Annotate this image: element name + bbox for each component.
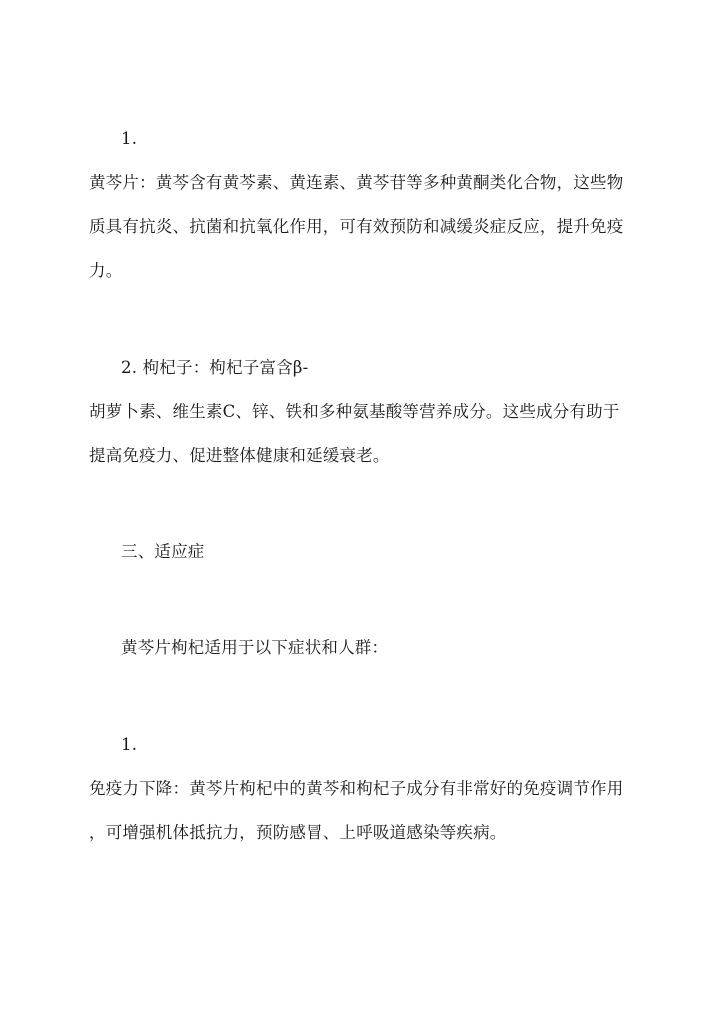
item-1-number: 1. — [121, 129, 138, 148]
indication-1-line-2: ，可增强机体抵抗力，预防感冒、上呼吸道感染等疾病。 — [89, 823, 507, 842]
indication-1-line-1: 免疫力下降：黄芩片枸杞中的黄芩和枸杞子成分有非常好的免疫调节作用 — [89, 779, 624, 798]
item-2-line-1: 2. 枸杞子：枸杞子富含β- — [121, 358, 309, 377]
section-intro: 黄芩片枸杞适用于以下症状和人群： — [121, 638, 389, 657]
item-1-line-1: 黄芩片：黄芩含有黄芩素、黄连素、黄芩苷等多种黄酮类化合物，这些物 — [89, 173, 624, 192]
section-heading-indications: 三、适应症 — [121, 542, 205, 561]
item-2-line-3: 提高免疫力、促进整体健康和延缓衰老。 — [89, 446, 390, 465]
item-2-line-2: 胡萝卜素、维生素C、锌、铁和多种氨基酸等营养成分。这些成分有助于 — [89, 402, 620, 421]
item-1-line-3: 力。 — [89, 261, 123, 280]
indication-1-number: 1. — [121, 735, 138, 754]
item-1-line-2: 质具有抗炎、抗菌和抗氧化作用，可有效预防和减缓炎症反应，提升免疫 — [89, 217, 624, 236]
